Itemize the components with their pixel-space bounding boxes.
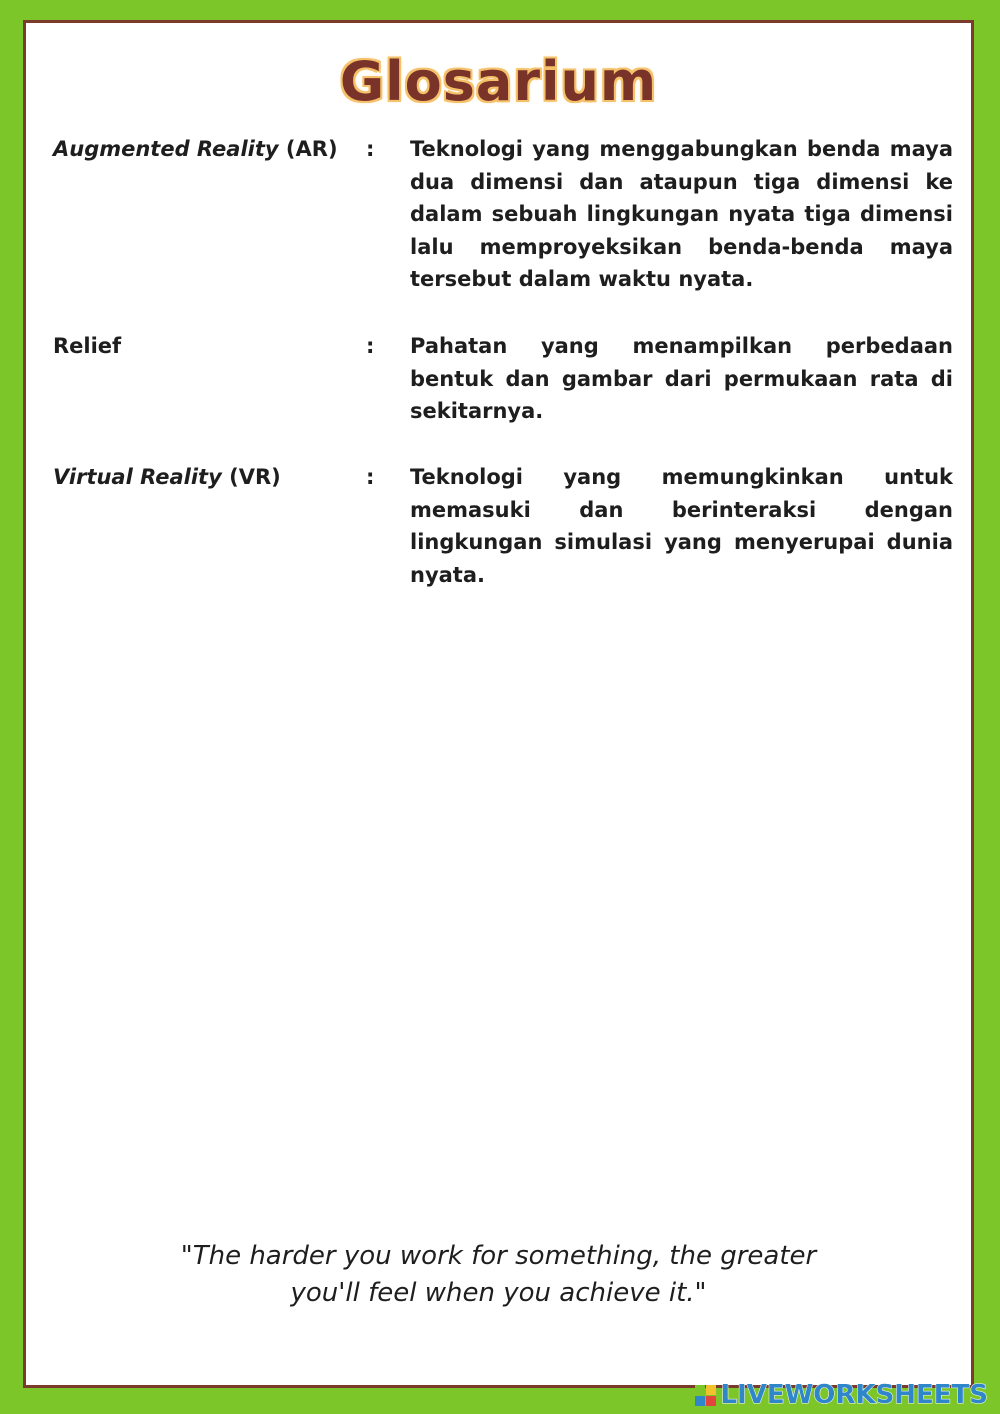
term-italic: Virtual Reality bbox=[53, 465, 222, 489]
glossary-term bbox=[53, 330, 363, 363]
page-title: Glosarium bbox=[339, 50, 658, 113]
glossary-page bbox=[23, 20, 974, 1388]
term-suffix: (VR) bbox=[221, 465, 281, 489]
glossary-term bbox=[53, 133, 363, 166]
brand-text: LIVEWORKSHEETS bbox=[720, 1380, 988, 1410]
term-suffix: (AR) bbox=[278, 137, 338, 161]
term-colon: : bbox=[366, 334, 375, 358]
glossary-definition: Teknologi yang memungkinkan untuk memasuki dan berinteraksi dengan lingkungan simulasi yang menyerupai dunia nyata. bbox=[410, 465, 953, 587]
glossary-definition: Pahatan yang menampilkan perbedaan bentuk dan gambar dari permukaan rata di sekitarnya. bbox=[410, 334, 953, 423]
term-colon: : bbox=[366, 465, 375, 489]
liveworksheets-logo-icon bbox=[695, 1385, 716, 1406]
glossary-term bbox=[53, 461, 363, 494]
motivational-quote bbox=[26, 1238, 971, 1312]
term-italic: Augmented Reality bbox=[53, 137, 279, 161]
quote-line-2: you'll feel when you achieve it." bbox=[290, 1278, 707, 1308]
term-suffix: Relief bbox=[53, 334, 122, 358]
term-colon: : bbox=[366, 137, 375, 161]
quote-line-1: "The harder you work for something, the greater bbox=[180, 1241, 817, 1271]
glossary-definition: Teknologi yang menggabungkan benda maya dua dimensi dan ataupun tiga dimensi ke dalam sebuah lingkungan nyata tiga dimensi lalu memproyeksikan benda-benda maya tersebut dalam waktu nyata. bbox=[410, 137, 953, 291]
liveworksheets-watermark bbox=[695, 1380, 988, 1410]
